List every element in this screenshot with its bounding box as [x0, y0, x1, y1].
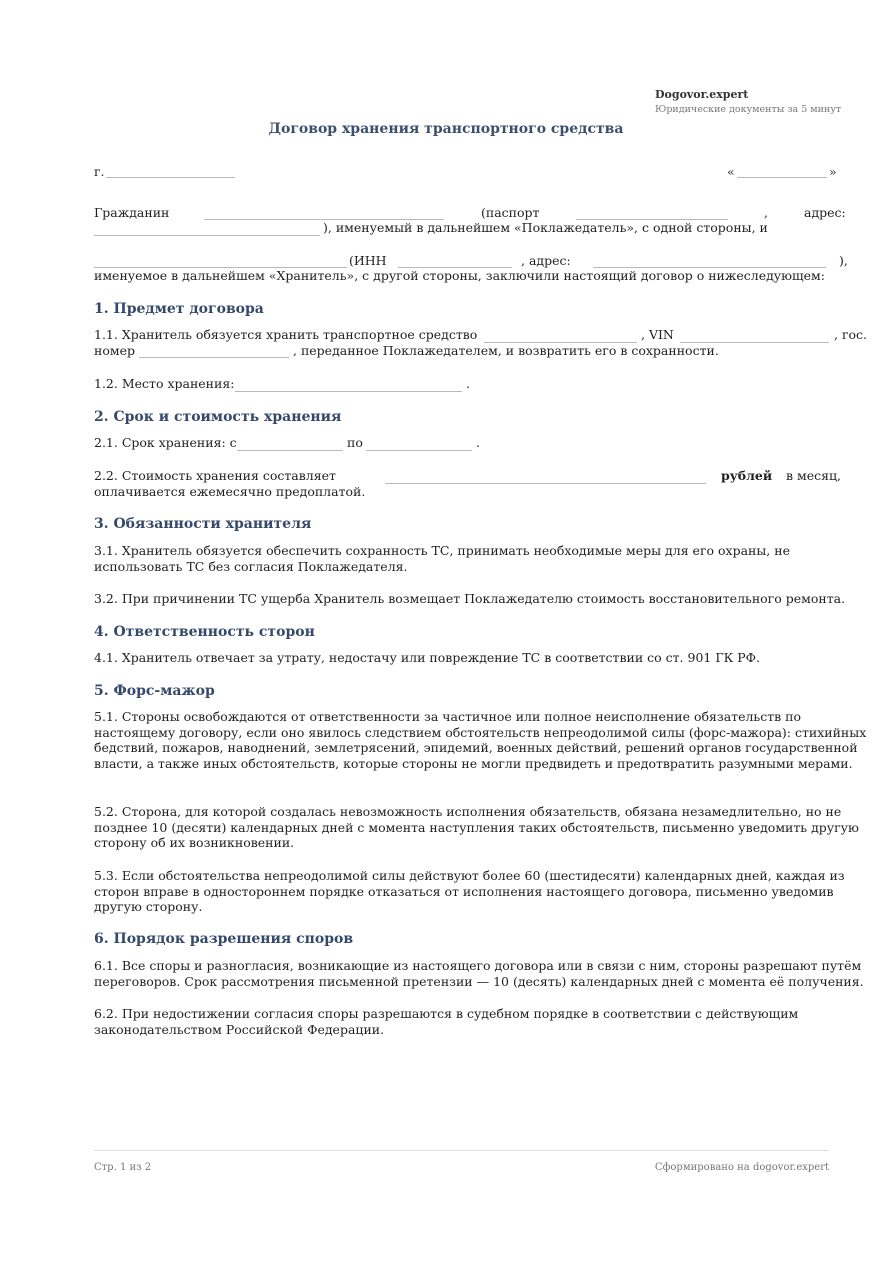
- clause-1-2: 1.2. Место хранения:: [94, 376, 235, 391]
- city-field[interactable]: [106, 177, 235, 178]
- depositor-definition: ), именуемый в дальнейшем «Поклажедатель», с одной стороны, и: [323, 220, 768, 235]
- clause-3-2: 3.2. При причинении ТС ущерба Хранитель возмещает Поклажедателю стоимость восстановительного ремонта.: [94, 591, 846, 606]
- clause-2-1-end: .: [476, 435, 480, 450]
- clause-3-1: 3.1. Хранитель обязуется обеспечить сохранность ТС, принимать необходимые меры для его охраны, не использовать ТС без согласия Поклажедателя.: [94, 543, 790, 574]
- cost-field[interactable]: [385, 483, 706, 484]
- clause-2-2-end: оплачивается ежемесячно предоплатой.: [94, 484, 366, 499]
- page-number: Стр. 1 из 2: [94, 1162, 152, 1173]
- term-from-field[interactable]: [237, 450, 343, 451]
- clause-5-1: 5.1. Стороны освобождаются от ответственности за частичное или полное неисполнение обязательств по настоящему договору, если оно явилось следствием обстоятельств непреодолимой силы (форс-мажора): стихийных бедствий, пожаров, наводнений, землетрясений, эпидемий, военных действий, решений органов государственной власти, а также иных обстоятельств, которые стороны не могли предвидеть и предотвратить разумными мерами.: [94, 709, 867, 771]
- comma-sep: ,: [764, 205, 768, 220]
- clause-2-1-po: по: [347, 435, 363, 450]
- clause-1-1-gos: , гос.: [834, 327, 867, 342]
- clause-1-2-end: .: [466, 376, 470, 391]
- clause-1-1-vin: , VIN: [641, 327, 674, 342]
- clause-6-1: 6.1. Все споры и разногласия, возникающие из настоящего договора или в связи с ним, стороны разрешают путём переговоров. Срок рассмотрения письменной претензии — 10 (десять) календарных дней с момента её получения.: [94, 958, 864, 989]
- section-heading-3: 3. Обязанности хранителя: [94, 516, 312, 532]
- citizen-address-field[interactable]: [94, 235, 320, 236]
- clause-2-2-rubles: рублей: [721, 468, 773, 483]
- inn-label: (ИНН: [349, 253, 387, 268]
- date-close-quote: »: [829, 164, 837, 179]
- brand-name: Dogovor.expert: [655, 88, 749, 101]
- city-prefix: г.: [94, 164, 105, 179]
- clause-1-1-start: 1.1. Хранитель обязуется хранить транспортное средство: [94, 327, 478, 342]
- section-heading-6: 6. Порядок разрешения споров: [94, 931, 354, 947]
- clause-1-1-end: , переданное Поклажедателем, и возвратить его в сохранности.: [293, 343, 719, 358]
- close-paren: ),: [839, 253, 848, 268]
- clause-2-2-month: в месяц,: [786, 468, 842, 483]
- date-open-quote: «: [727, 164, 735, 179]
- keeper-address-label: , адрес:: [521, 253, 571, 268]
- footer-divider: [94, 1150, 829, 1151]
- storage-place-field[interactable]: [235, 391, 462, 392]
- keeper-definition: именуемое в дальнейшем «Хранитель», с другой стороны, заключили настоящий договор о нижеследующем:: [94, 268, 825, 283]
- section-heading-1: 1. Предмет договора: [94, 301, 264, 317]
- section-heading-4: 4. Ответственность сторон: [94, 624, 315, 640]
- clause-1-1-nomer: номер: [94, 343, 135, 358]
- clause-4-1: 4.1. Хранитель отвечает за утрату, недостачу или повреждение ТС в соответствии со ст. 901 ГК РФ.: [94, 650, 761, 665]
- clause-5-2: 5.2. Сторона, для которой создалась невозможность исполнения обязательств, обязана незамедлительно, но не позднее 10 (десяти) календарных дней с момента наступления таких обстоятельств, письменно уведомить другую сторону об их возникновении.: [94, 804, 859, 851]
- document-title: Договор хранения транспортного средства: [268, 121, 624, 137]
- date-field[interactable]: [737, 177, 827, 178]
- clause-6-2: 6.2. При недостижении согласия споры разрешаются в судебном порядке в соответствии с действующим законодательством Российской Федерации.: [94, 1006, 799, 1037]
- passport-label: (паспорт: [481, 205, 540, 220]
- term-to-field[interactable]: [366, 450, 472, 451]
- section-heading-2: 2. Срок и стоимость хранения: [94, 409, 342, 425]
- citizen-label: Гражданин: [94, 205, 170, 220]
- section-heading-5: 5. Форс-мажор: [94, 683, 215, 699]
- generated-note: Сформировано на dogovor.expert: [654, 1162, 829, 1173]
- clause-2-1: 2.1. Срок хранения: с: [94, 435, 237, 450]
- clause-2-2-start: 2.2. Стоимость хранения составляет: [94, 468, 336, 483]
- plate-number-field[interactable]: [139, 357, 289, 358]
- address-label: адрес:: [804, 205, 846, 220]
- brand-tagline: Юридические документы за 5 минут: [655, 104, 842, 115]
- clause-5-3: 5.3. Если обстоятельства непреодолимой силы действуют более 60 (шестидесяти) календарных дней, каждая из сторон вправе в одностороннем порядке отказаться от исполнения настоящего договора, письменно уведомив другую сторону.: [94, 868, 845, 915]
